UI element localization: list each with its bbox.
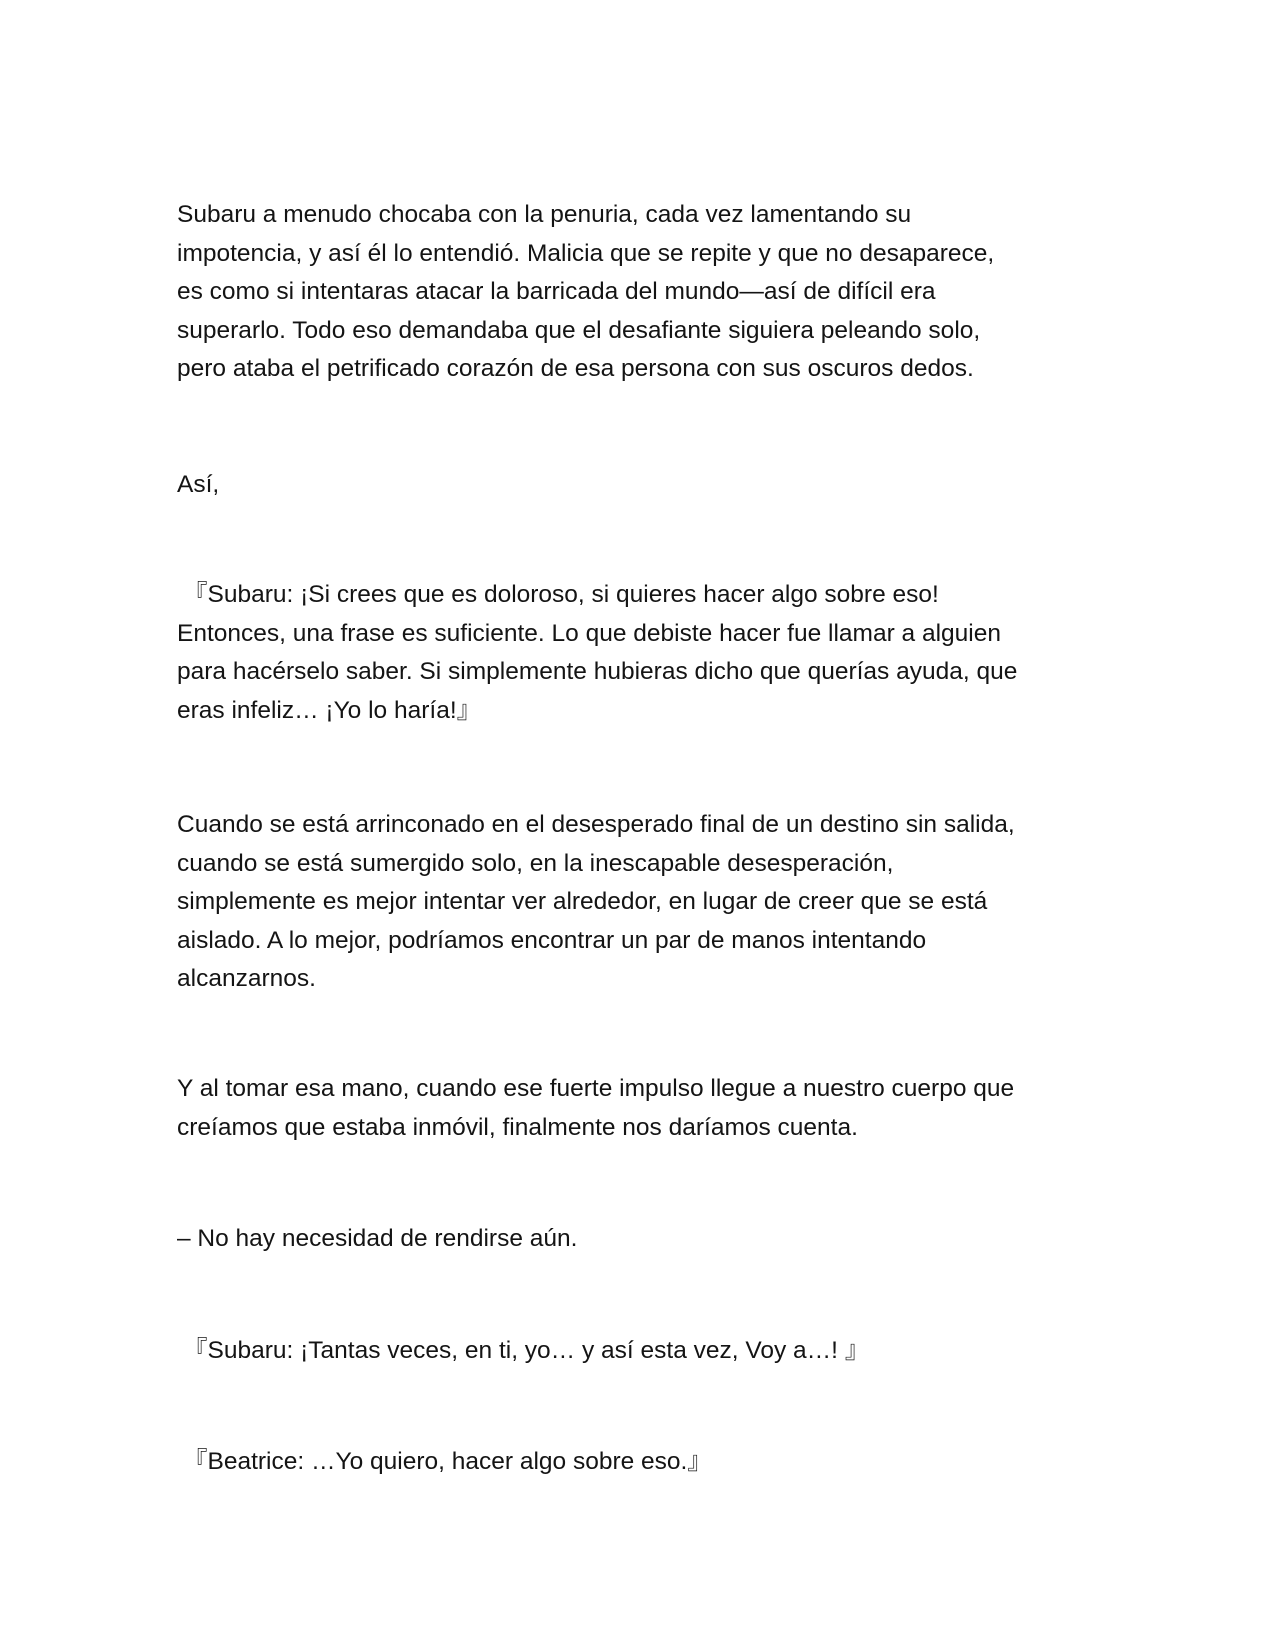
text-line: para hacérselo saber. Si simplemente hubieras dicho que querías ayuda, que xyxy=(177,658,1018,685)
text-line: pero ataba el petrificado corazón de esa persona con sus oscuros dedos. xyxy=(177,355,974,382)
dialogue-beatrice xyxy=(183,1443,1113,1482)
paragraph-5 xyxy=(177,1070,1107,1147)
text-line: alcanzarnos. xyxy=(177,965,316,992)
paragraph-6 xyxy=(177,1220,1107,1259)
text-line: simplemente es mejor intentar ver alrededor, en lugar de creer que se está xyxy=(177,888,988,915)
dialogue-subaru-1 xyxy=(177,576,1113,730)
text-line: impotencia, y así él lo entendió. Malicia que se repite y que no desaparece, xyxy=(177,239,995,267)
text-line: 『Beatrice: …Yo quiero, hacer algo sobre eso.』 xyxy=(183,1448,712,1475)
text-line: eras infeliz… ¡Yo lo haría!』 xyxy=(177,696,482,724)
text-line: Así, xyxy=(177,471,220,498)
text-line: 『Subaru: ¡Tantas veces, en ti, yo… y así esta vez, Voy a…! 』 xyxy=(183,1337,870,1364)
paragraph-1 xyxy=(177,196,1107,389)
paragraph-2 xyxy=(177,466,1107,505)
dialogue-subaru-2 xyxy=(183,1332,1113,1371)
text-line: superarlo. Todo eso demandaba que el desafiante siguiera peleando solo, xyxy=(177,316,981,344)
text-line: 『Subaru: ¡Si crees que es doloroso, si quieres hacer algo sobre eso! xyxy=(183,581,939,608)
paragraph-4 xyxy=(177,806,1107,999)
text-line: cuando se está sumergido solo, en la inescapable desesperación, xyxy=(177,849,894,877)
text-line: Subaru a menudo chocaba con la penuria, cada vez lamentando su xyxy=(177,201,912,228)
text-line: es como si intentaras atacar la barricada del mundo—así de difícil era xyxy=(177,278,936,305)
text-line: Cuando se está arrinconado en el desesperado final de un destino sin salida, xyxy=(177,811,1015,838)
text-line: Y al tomar esa mano, cuando ese fuerte impulso llegue a nuestro cuerpo que xyxy=(177,1075,1015,1102)
text-line: – No hay necesidad de rendirse aún. xyxy=(177,1225,578,1252)
text-line: aislado. A lo mejor, podríamos encontrar un par de manos intentando xyxy=(177,926,927,954)
text-line: creíamos que estaba inmóvil, finalmente nos daríamos cuenta. xyxy=(177,1113,858,1141)
text-line: Entonces, una frase es suficiente. Lo que debiste hacer fue llamar a alguien xyxy=(177,619,1001,647)
